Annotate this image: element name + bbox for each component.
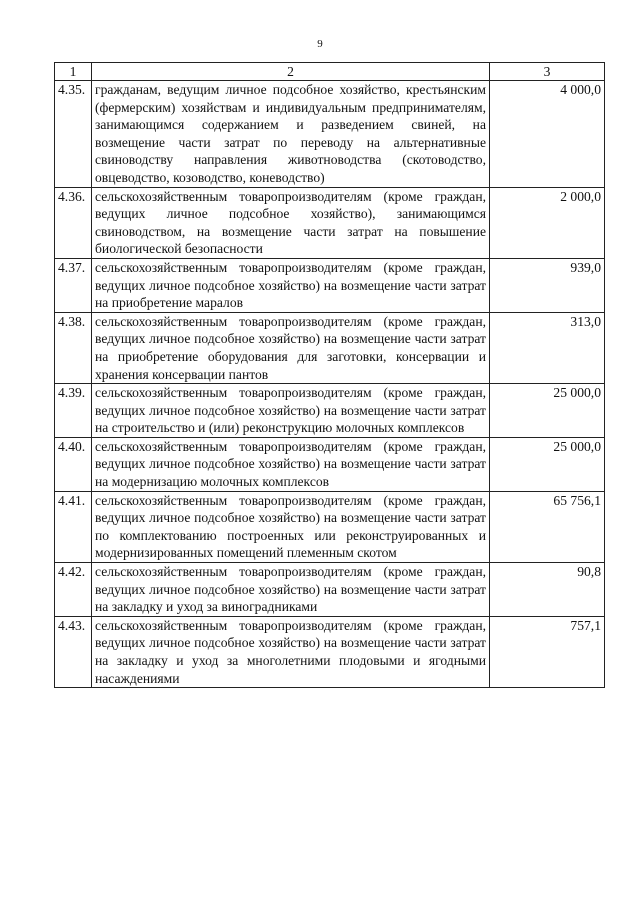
row-amount: 757,1 (490, 616, 605, 687)
row-number: 4.37. (55, 258, 92, 312)
table-row (55, 437, 605, 491)
table-header-row (55, 63, 605, 81)
table-row (55, 312, 605, 383)
row-description: сельскохозяйственным товаропроизводителям (кроме граждан, ведущих личное подсобное хозяйство) на возмещение части затрат на закладку и уход за виноградниками (92, 563, 490, 617)
row-number: 4.38. (55, 312, 92, 383)
table-row (55, 81, 605, 188)
column-header-description: 2 (92, 63, 490, 81)
row-number: 4.35. (55, 81, 92, 188)
row-amount: 939,0 (490, 258, 605, 312)
row-amount: 25 000,0 (490, 437, 605, 491)
row-description: сельскохозяйственным товаропроизводителям (кроме граждан, ведущих личное подсобное хозяйство) на возмещение части затрат по комплектованию построенных или реконструированных и модернизированных помещений племенным скотом (92, 491, 490, 562)
page-number: 9 (317, 38, 323, 50)
row-number: 4.36. (55, 187, 92, 258)
row-number: 4.39. (55, 384, 92, 438)
row-description: сельскохозяйственным товаропроизводителям (кроме граждан, ведущих личное подсобное хозяйство), занимающимся свиноводством, на возмещение части затрат на повышение биологической безопасности (92, 187, 490, 258)
table-row (55, 491, 605, 562)
row-description: гражданам, ведущим личное подсобное хозяйство, крестьянским (фермерским) хозяйствам и индивидуальным предпринимателям, занимающимся содержанием и разведением свиней, на возмещение части затрат по переводу на альтернативные свиноводству направления животноводства (скотоводство, овцеводство, козоводство, коневодство) (92, 81, 490, 188)
row-amount: 25 000,0 (490, 384, 605, 438)
row-amount: 313,0 (490, 312, 605, 383)
row-description: сельскохозяйственным товаропроизводителям (кроме граждан, ведущих личное подсобное хозяйство) на возмещение части затрат на строительство и (или) реконструкцию молочных комплексов (92, 384, 490, 438)
table-row (55, 187, 605, 258)
subsidy-table (54, 62, 605, 688)
row-amount: 65 756,1 (490, 491, 605, 562)
row-number: 4.40. (55, 437, 92, 491)
row-amount: 90,8 (490, 563, 605, 617)
row-number: 4.41. (55, 491, 92, 562)
table-row (55, 563, 605, 617)
row-amount: 4 000,0 (490, 81, 605, 188)
row-description: сельскохозяйственным товаропроизводителям (кроме граждан, ведущих личное подсобное хозяйство) на возмещение части затрат на модернизацию молочных комплексов (92, 437, 490, 491)
row-amount: 2 000,0 (490, 187, 605, 258)
row-description: сельскохозяйственным товаропроизводителям (кроме граждан, ведущих личное подсобное хозяйство) на возмещение части затрат на приобретение оборудования для заготовки, консервации и хранения консервации пантов (92, 312, 490, 383)
table-row (55, 616, 605, 687)
row-number: 4.43. (55, 616, 92, 687)
column-header-number: 1 (55, 63, 92, 81)
row-description: сельскохозяйственным товаропроизводителям (кроме граждан, ведущих личное подсобное хозяйство) на возмещение части затрат на закладку и уход за многолетними плодовыми и ягодными насаждениями (92, 616, 490, 687)
table-row (55, 384, 605, 438)
row-description: сельскохозяйственным товаропроизводителям (кроме граждан, ведущих личное подсобное хозяйство) на возмещение части затрат на приобретение маралов (92, 258, 490, 312)
table-row (55, 258, 605, 312)
row-number: 4.42. (55, 563, 92, 617)
column-header-amount: 3 (490, 63, 605, 81)
